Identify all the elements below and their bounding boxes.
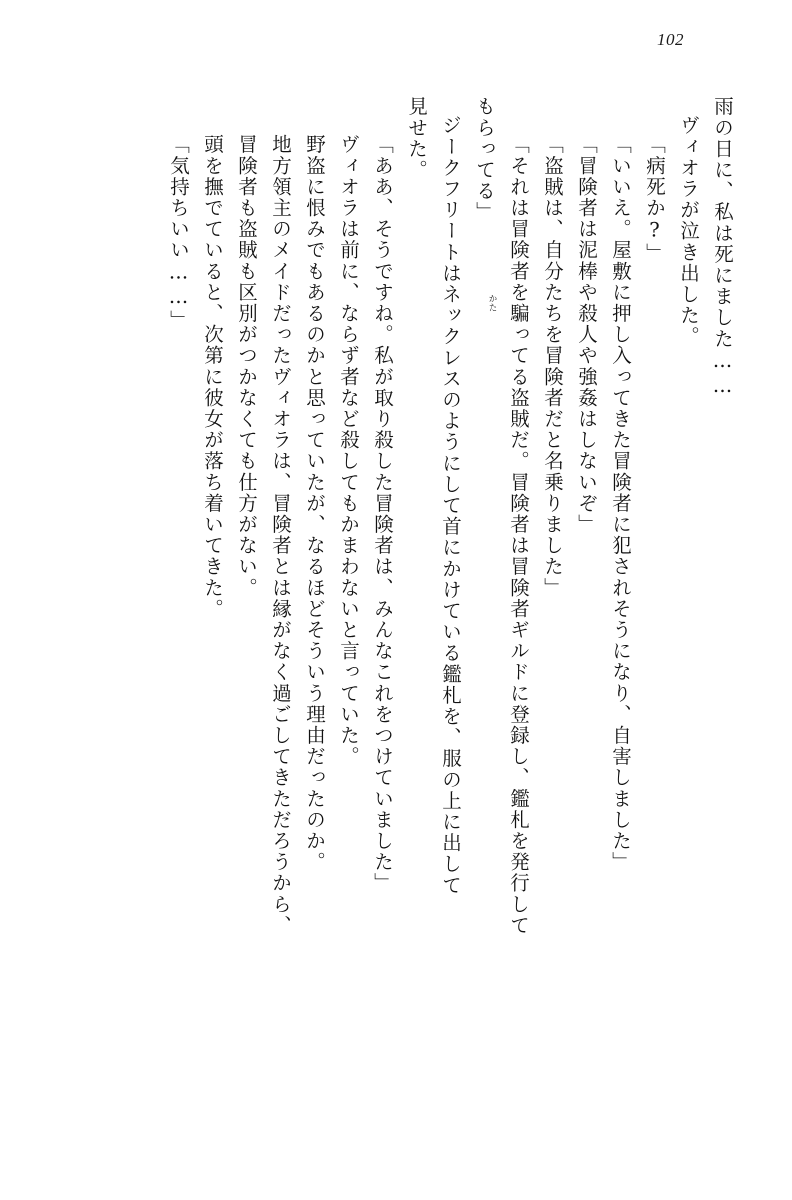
text-column: 「気持ちいい……」 (167, 134, 190, 331)
text-column: 「ああ、そうですね。私が取り殺した冒険者は、みんなこれをつけていました」 (371, 134, 394, 894)
text-column: 野盗に恨みでもあるのかと思っていたが、なるほどそういう理由だったのか。 (303, 134, 326, 873)
text-column: 「それは冒険者を騙ってる盗賊だ。冒険者は冒険者ギルドに登録し、鑑札を発行して (507, 134, 530, 936)
page-number: 102 (657, 30, 684, 49)
text-column: ヴィオラが泣き出した。 (677, 115, 700, 348)
text-column: 「盗賊は、自分たちを冒険者だと名乗りました」 (541, 134, 564, 599)
text-column: 「病死か?」 (643, 134, 666, 265)
text-column: 「いいえ。屋敷に押し入ってきた冒険者に犯されそうになり、自害しました」 (609, 134, 632, 873)
text-column: 地方領主のメイドだったヴィオラは、冒険者とは縁がなく過ごしてきただろうから、 (269, 134, 292, 936)
furigana-kata: かた (487, 294, 497, 312)
text-column: 冒険者も盗賊も区別がつかなくても仕方がない。 (235, 134, 258, 599)
text-column: ジークフリートはネックレスのようにして首にかけている鑑札を、服の上に出して (439, 115, 462, 896)
text-column: 頭を撫でていると、次第に彼女が落ち着いてきた。 (201, 134, 224, 620)
text-column: ヴィオラは前に、ならず者など殺してもかまわないと言っていた。 (337, 134, 360, 767)
text-column: もらってる」 (473, 96, 496, 223)
text-column: 見せた。 (405, 96, 428, 181)
text-column: 雨の日に、私は死にました…… (711, 96, 734, 399)
text-column: 「冒険者は泥棒や殺人や強姦はしないぞ」 (575, 134, 598, 535)
body-text (40, 96, 732, 1126)
